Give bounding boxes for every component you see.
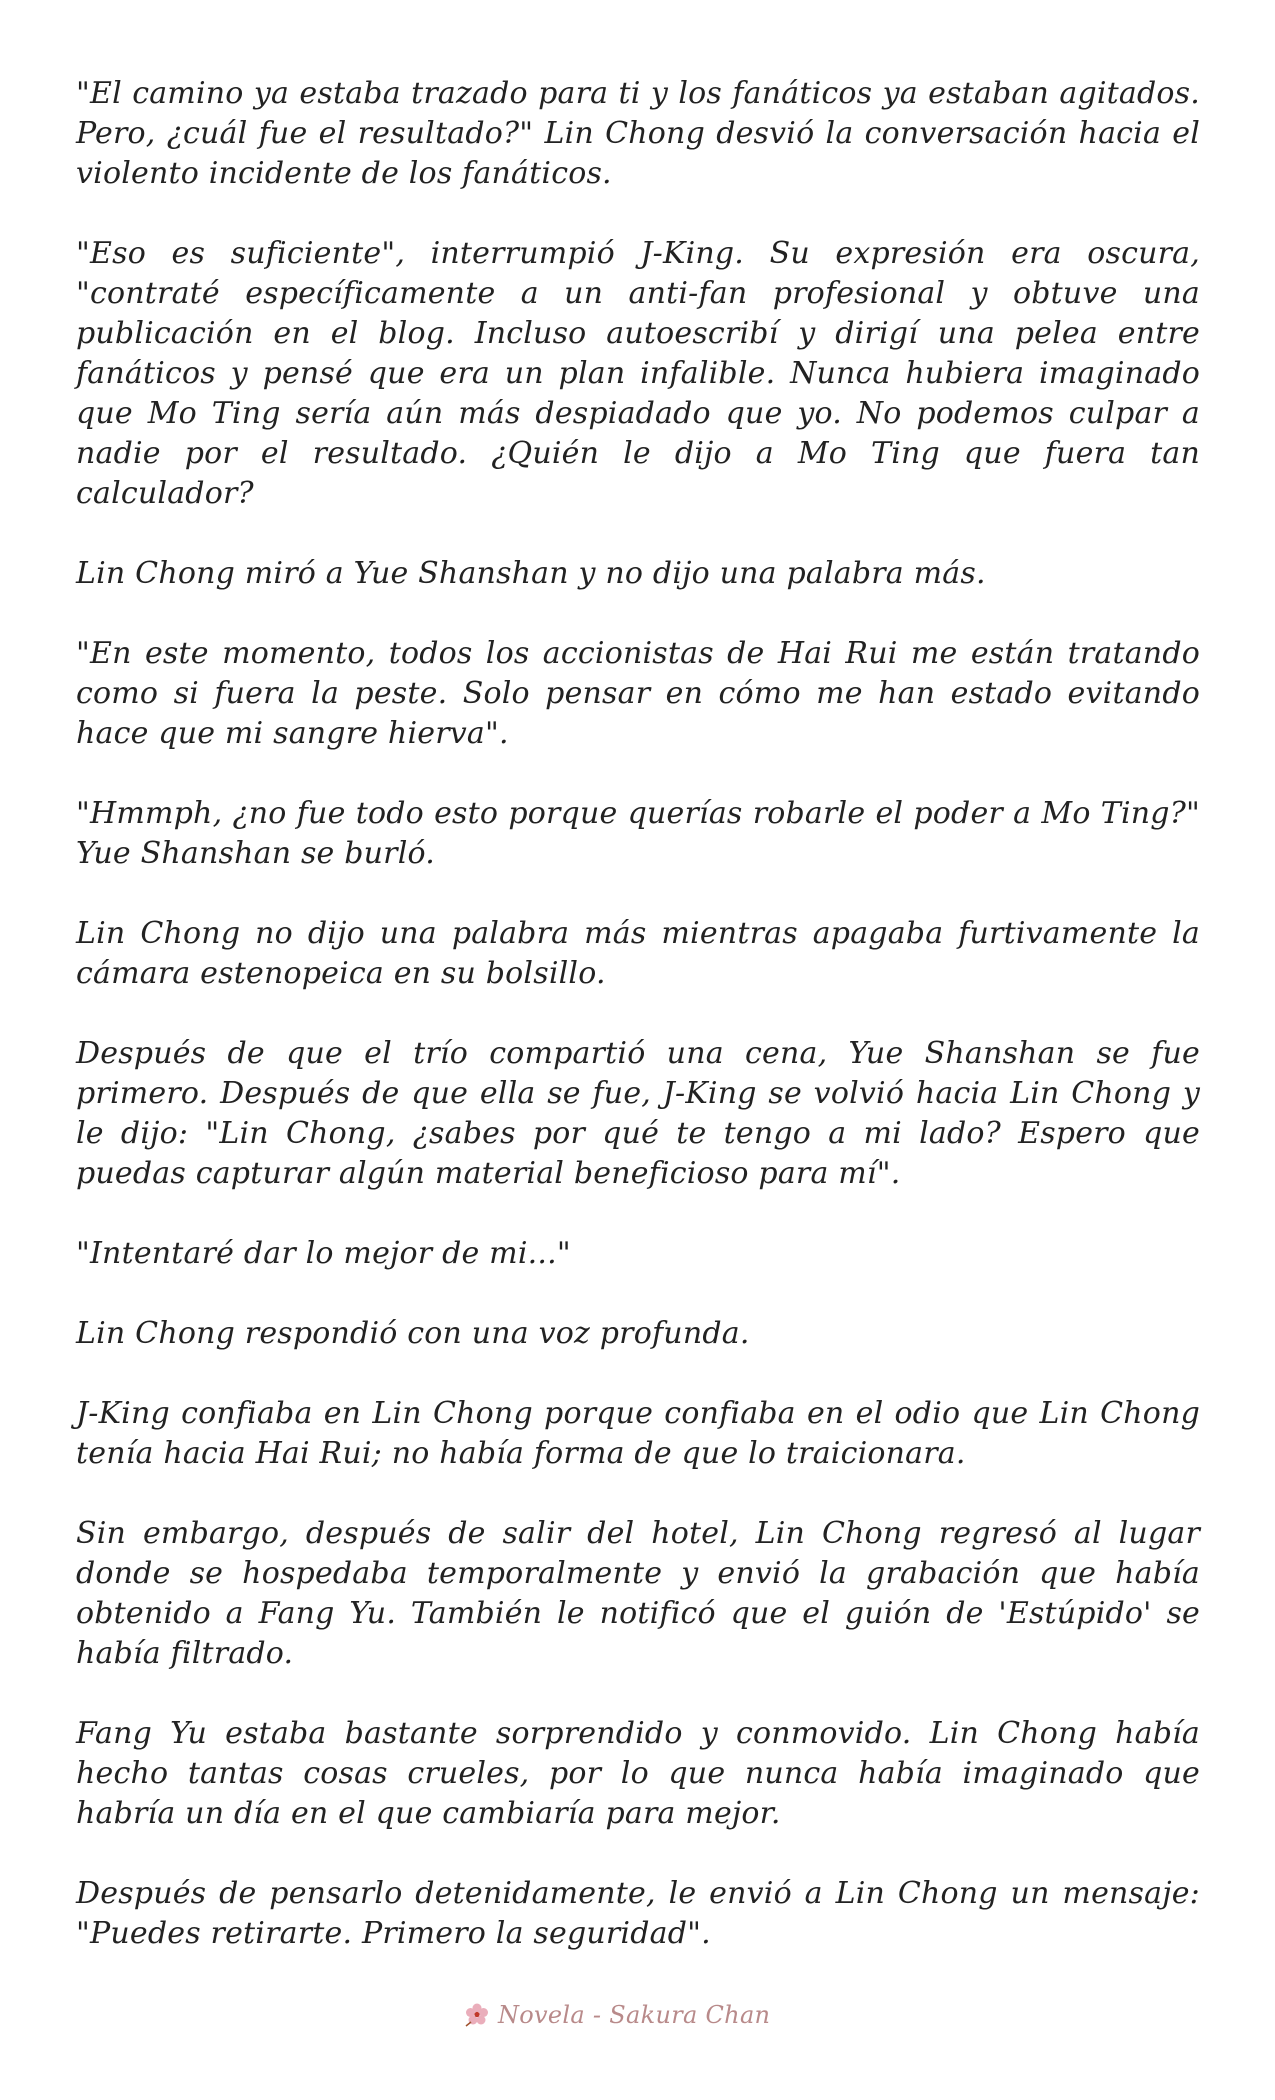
paragraph: Lin Chong miró a Yue Shanshan y no dijo una palabra más. xyxy=(76,556,986,591)
paragraph: "Hmmph, ¿no fue todo esto porque querías robarle el poder a Mo Ting?" Yue Shanshan se burló. xyxy=(76,796,1200,871)
paragraph: "Intentaré dar lo mejor de mi..." xyxy=(76,1236,571,1271)
paragraph: Fang Yu estaba bastante sorprendido y conmovido. Lin Chong había hecho tantas cosas crueles, por lo que nunca había imaginado que habría un día en el que cambiaría para mejor. xyxy=(76,1716,1200,1831)
paragraph: J-King confiaba en Lin Chong porque confiaba en el odio que Lin Chong tenía hacia Hai Rui; no había forma de que lo traicionara. xyxy=(76,1396,1200,1471)
paragraph: Después de pensarlo detenidamente, le envió a Lin Chong un mensaje: "Puedes retirarte. Primero la seguridad". xyxy=(76,1876,1200,1951)
text-body xyxy=(76,74,1200,1994)
paragraph: Sin embargo, después de salir del hotel, Lin Chong regresó al lugar donde se hospedaba temporalmente y envió la grabación que había obtenido a Fang Yu. También le notificó que el guión de 'Estúpido' se había filtrado. xyxy=(76,1516,1200,1671)
paragraph: Lin Chong respondió con una voz profunda. xyxy=(76,1316,750,1351)
paragraph: Después de que el trío compartió una cena, Yue Shanshan se fue primero. Después de que ella se fue, J-King se volvió hacia Lin Chong y le dijo: "Lin Chong, ¿sabes por qué te tengo a mi lado? Espero que puedas capturar algún material beneficioso para mí". xyxy=(76,1036,1200,1191)
paragraph: Lin Chong no dijo una palabra más mientras apagaba furtivamente la cámara estenopeica en su bolsillo. xyxy=(76,916,1200,991)
watermark xyxy=(462,1998,770,2032)
watermark-text: Novela - Sakura Chan xyxy=(498,2001,771,2029)
sakura-flower-icon xyxy=(462,2000,492,2030)
paragraph: "En este momento, todos los accionistas de Hai Rui me están tratando como si fuera la peste. Solo pensar en cómo me han estado evitando hace que mi sangre hierva". xyxy=(76,636,1200,751)
paragraph: "Eso es suficiente", interrumpió J-King. Su expresión era oscura, "contraté específicamente a un anti-fan profesional y obtuve una publicación en el blog. Incluso autoescribí y dirigí una pelea entre fanáticos y pensé que era un plan infalible. Nunca hubiera imaginado que Mo Ting sería aún más despiadado que yo. No podemos culpar a nadie por el resultado. ¿Quién le dijo a Mo Ting que fuera tan calculador? xyxy=(76,236,1200,511)
paragraph: "El camino ya estaba trazado para ti y los fanáticos ya estaban agitados. Pero, ¿cuál fue el resultado?" Lin Chong desvió la conversación hacia el violento incidente de los fanáticos. xyxy=(76,76,1200,191)
